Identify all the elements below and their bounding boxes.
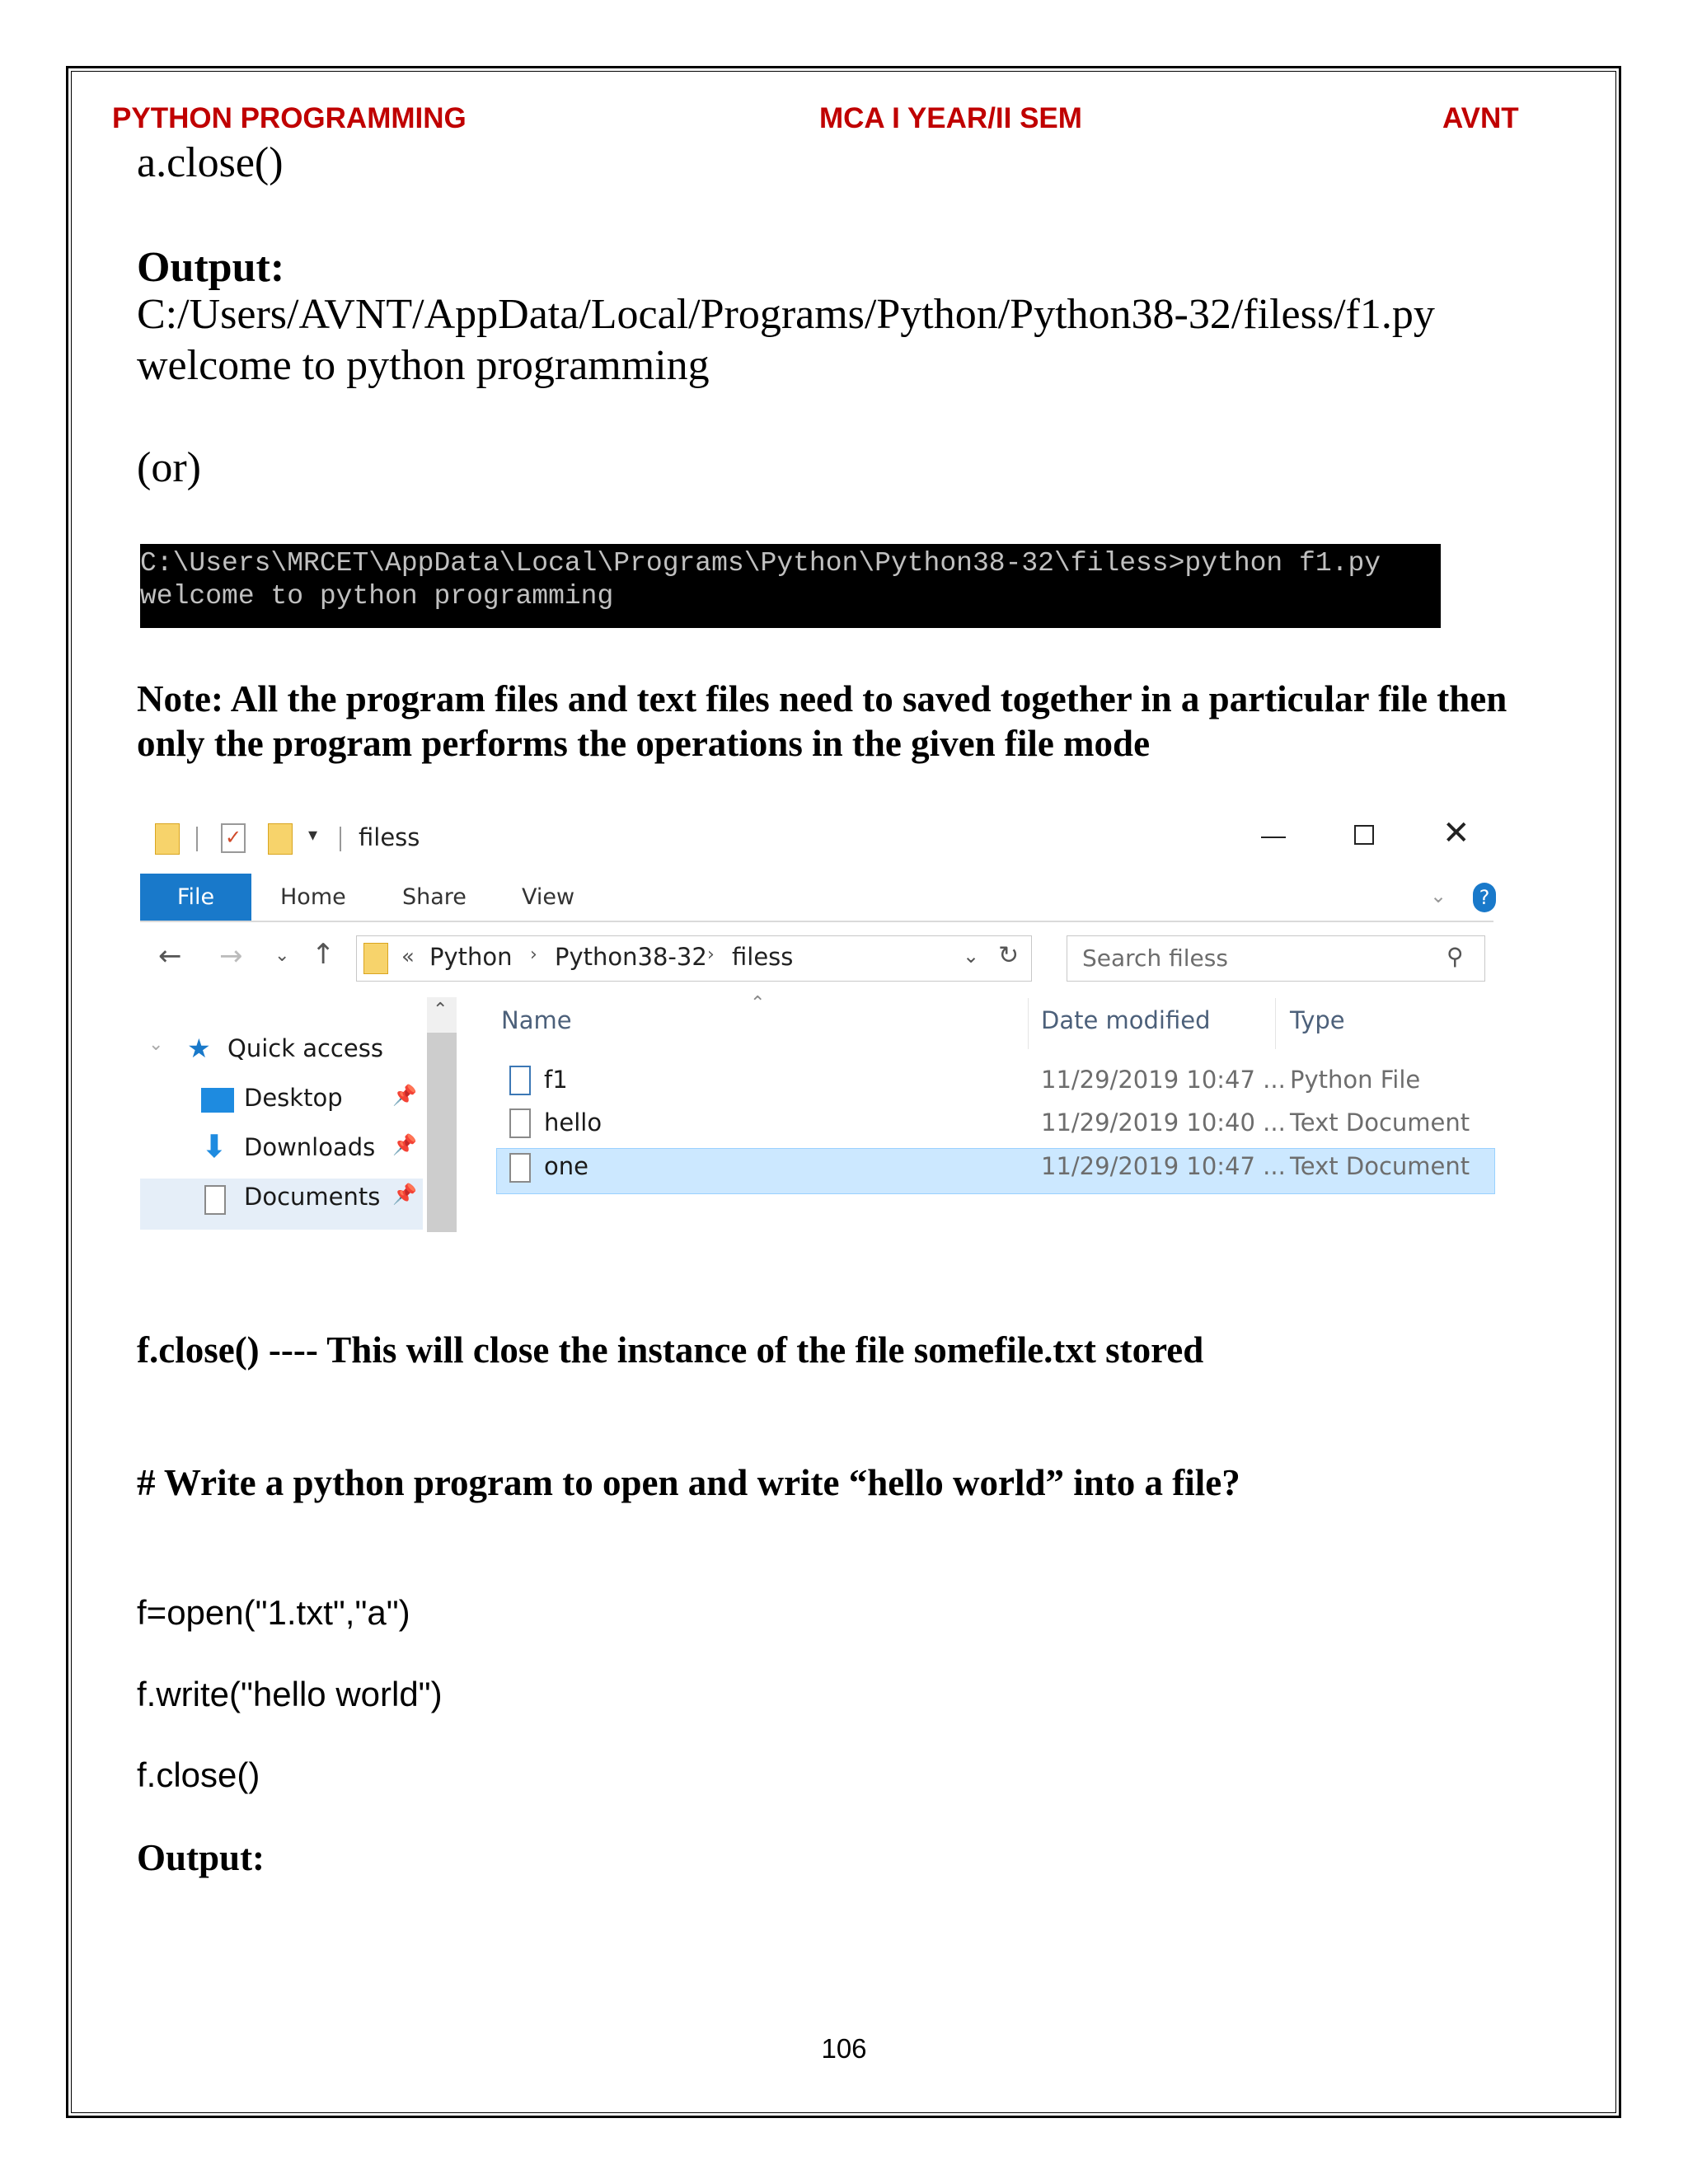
new-folder-icon[interactable]	[268, 823, 293, 855]
pin-icon[interactable]: 📌	[392, 1084, 417, 1107]
address-folder-icon	[363, 943, 388, 974]
pin-icon[interactable]: 📌	[392, 1133, 417, 1156]
column-divider[interactable]	[1028, 998, 1029, 1049]
help-icon[interactable]: ?	[1473, 883, 1496, 912]
output-heading: Output:	[137, 244, 285, 291]
ribbon-expand-icon[interactable]: ⌄	[1430, 884, 1447, 907]
customize-toolbar-icon[interactable]: ▾	[308, 825, 318, 846]
text-file-icon	[509, 1153, 531, 1183]
nav-quick-access[interactable]: Quick access	[227, 1034, 383, 1062]
pin-icon[interactable]: 📌	[392, 1183, 417, 1206]
file-date-hello: 11/29/2019 10:40 ...	[1041, 1108, 1286, 1137]
file-date-f1: 11/29/2019 10:47 ...	[1041, 1066, 1286, 1094]
nav-scroll-thumb[interactable]	[427, 1033, 457, 1232]
properties-icon[interactable]: ✓	[221, 823, 246, 853]
search-box[interactable]	[1067, 935, 1485, 982]
refresh-icon[interactable]: ↻	[998, 941, 1020, 970]
code-line-open: f=open("1.txt","a")	[137, 1593, 410, 1632]
recent-locations-icon[interactable]: ⌄	[274, 945, 290, 966]
fclose-note: f.close() ---- This will close the instance of the file somefile.txt stored	[137, 1329, 1204, 1371]
nav-documents[interactable]: Documents	[244, 1183, 381, 1211]
column-type[interactable]: Type	[1290, 1006, 1345, 1034]
ribbon-divider	[140, 921, 1493, 922]
header-course: PYTHON PROGRAMMING	[112, 102, 467, 134]
up-arrow-icon[interactable]: ↑	[312, 938, 335, 971]
code-line-close: f.close()	[137, 1755, 260, 1794]
tab-share[interactable]: Share	[402, 884, 467, 910]
header-semester: MCA I YEAR/II SEM	[819, 102, 1082, 134]
maximize-button[interactable]	[1354, 825, 1374, 845]
column-name[interactable]: Name	[501, 1006, 572, 1034]
star-icon: ★	[187, 1033, 211, 1064]
file-date-one: 11/29/2019 10:47 ...	[1041, 1152, 1286, 1180]
tab-view[interactable]: View	[522, 884, 575, 910]
folder-icon	[155, 823, 180, 855]
terminal-screenshot	[140, 544, 1441, 628]
collapse-chevron-icon[interactable]: ⌄	[148, 1034, 164, 1055]
page-number: 106	[821, 2033, 867, 2064]
chevron-right-icon: ›	[530, 944, 537, 965]
file-name-one[interactable]: one	[544, 1152, 588, 1180]
breadcrumb-python38[interactable]: Python38-32	[555, 943, 707, 971]
title-separator	[340, 827, 341, 851]
terminal-command-line: C:\Users\MRCET\AppData\Local\Programs\Python\Python38-32\filess>python f1.py	[140, 548, 1381, 579]
scroll-up-icon[interactable]: ⌃	[433, 1000, 448, 1020]
search-icon: ⚲	[1447, 943, 1464, 970]
column-date-modified[interactable]: Date modified	[1041, 1006, 1211, 1034]
breadcrumb-overflow[interactable]: «	[401, 944, 415, 969]
address-bar[interactable]	[356, 935, 1032, 982]
documents-icon	[204, 1185, 226, 1215]
downloads-arrow-icon: ⬇	[201, 1128, 227, 1165]
nav-downloads[interactable]: Downloads	[244, 1133, 376, 1161]
file-type-one: Text Document	[1290, 1152, 1470, 1180]
python-file-icon	[509, 1066, 531, 1095]
window-title: filess	[359, 823, 420, 851]
file-name-hello[interactable]: hello	[544, 1108, 603, 1137]
column-divider[interactable]	[1275, 998, 1276, 1049]
breadcrumb-filess[interactable]: filess	[732, 943, 794, 971]
forward-arrow-icon[interactable]: →	[219, 940, 243, 972]
desktop-icon	[201, 1088, 234, 1113]
sort-ascending-icon: ⌃	[750, 993, 766, 1014]
output-path: C:/Users/AVNT/AppData/Local/Programs/Python/Python38-32/filess/f1.py	[137, 291, 1435, 338]
file-name-f1[interactable]: f1	[544, 1066, 568, 1094]
header-author: AVNT	[1442, 102, 1519, 134]
tab-file[interactable]: File	[140, 874, 251, 921]
minimize-button[interactable]	[1261, 837, 1286, 838]
or-text: (or)	[137, 444, 201, 491]
code-line-write: f.write("hello world")	[137, 1675, 443, 1713]
code-a-close: a.close()	[137, 139, 284, 186]
nav-desktop[interactable]: Desktop	[244, 1084, 343, 1112]
chevron-right-icon: ›	[707, 944, 715, 965]
back-arrow-icon[interactable]: ←	[158, 940, 182, 972]
search-placeholder: Search filess	[1082, 944, 1228, 972]
toolbar-separator	[196, 827, 198, 851]
address-dropdown-icon[interactable]: ⌄	[963, 944, 980, 968]
file-type-f1: Python File	[1290, 1066, 1421, 1094]
note-line-1: Note: All the program files and text files need to saved together in a particular file then	[137, 678, 1507, 719]
note-line-2: only the program performs the operations in the given file mode	[137, 723, 1151, 764]
tab-home[interactable]: Home	[280, 884, 346, 910]
output-result: welcome to python programming	[137, 342, 710, 389]
breadcrumb-python[interactable]: Python	[429, 943, 513, 971]
output-heading-2: Output:	[137, 1837, 265, 1878]
close-button[interactable]: ✕	[1442, 814, 1470, 852]
file-explorer-window	[140, 812, 1493, 1236]
file-type-hello: Text Document	[1290, 1108, 1470, 1137]
terminal-output-line: welcome to python programming	[140, 581, 614, 612]
text-file-icon	[509, 1108, 531, 1138]
write-program-heading: # Write a python program to open and write “hello world” into a file?	[137, 1462, 1240, 1503]
